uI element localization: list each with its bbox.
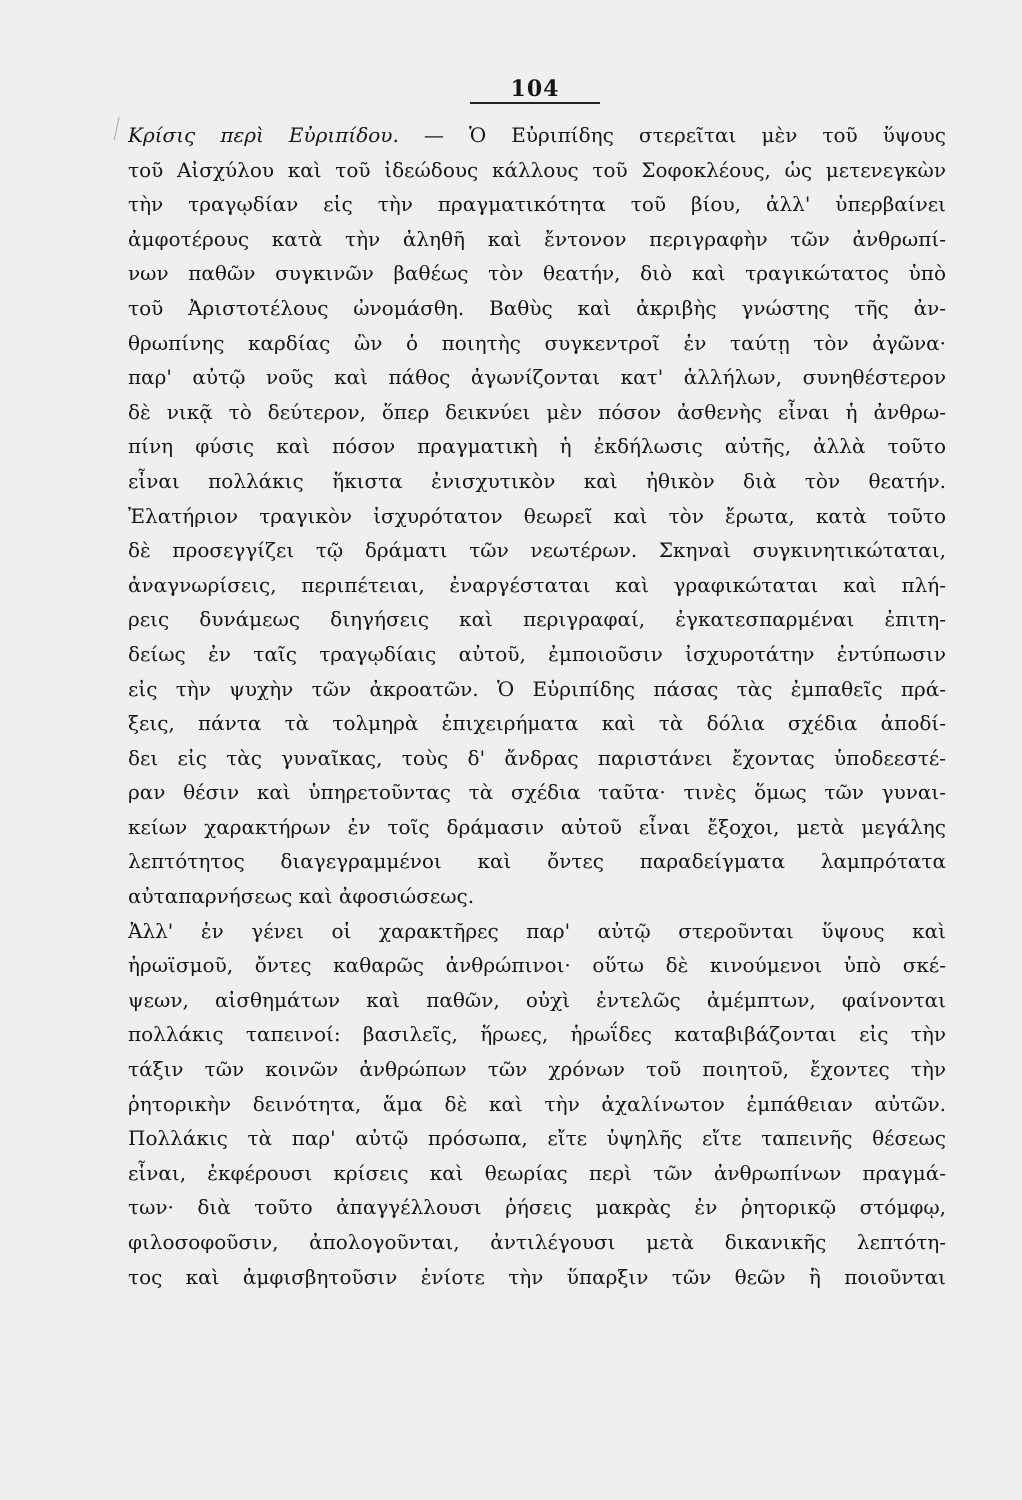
text-line: τοῦ Ἀριστοτέλους ὠνομάσθη. Βαθὺς καὶ ἀκριβὴς γνώστης τῆς ἀν-: [128, 295, 946, 320]
text-line: ξεις, πάντα τὰ τολμηρὰ ἐπιχειρήματα καὶ τὰ δόλια σχέδια ἀποδί-: [128, 711, 946, 736]
text-line: ρεις δυνάμεως διηγήσεις καὶ περιγραφαί, ἐγκατεσπαρμέναι ἐπιτη-: [128, 607, 946, 632]
text-line: εἰς τὴν ψυχὴν τῶν ἀκροατῶν. Ὁ Εὐριπίδης πάσας τὰς ἐμπαθεῖς πρά-: [128, 676, 946, 701]
text-line: εἶναι πολλάκις ἥκιστα ἐνισχυτικὸν καὶ ἠθικὸν διὰ τὸν θεατήν.: [128, 468, 946, 493]
text-line: ἀμφοτέρους κατὰ τὴν ἀληθῆ καὶ ἔντονον περιγραφὴν τῶν ἀνθρωπί-: [128, 226, 946, 251]
text-line: [128, 118, 946, 153]
text-line: τὴν τραγῳδίαν εἰς τὴν πραγματικότητα τοῦ βίου, ἀλλ' ὑπερβαίνει: [128, 192, 946, 217]
text-line: παρ' αὐτῷ νοῦς καὶ πάθος ἀγωνίζονται κατ' ἀλλήλων, συνηθέστερον: [128, 365, 946, 390]
text-line: τάξιν τῶν κοινῶν ἀνθρώπων τῶν χρόνων τοῦ ποιητοῦ, ἔχοντες τὴν: [128, 1057, 946, 1082]
text-line: δὲ προσεγγίζει τῷ δράματι τῶν νεωτέρων. Σκηναὶ συγκινητικώταται,: [128, 538, 946, 563]
text-line: λεπτότητος διαγεγραμμένοι καὶ ὄντες παραδείγματα λαμπρότατα: [128, 849, 946, 874]
text-line: εἶναι, ἐκφέρουσι κρίσεις καὶ θεωρίας περὶ τῶν ἀνθρωπίνων πραγμά-: [128, 1160, 946, 1185]
page-number: 104: [510, 76, 560, 102]
body-text: [128, 118, 946, 1294]
text-line: δείως ἐν ταῖς τραγῳδίαις αὐτοῦ, ἐμποιοῦσιν ἰσχυροτάτην ἐντύπωσιν: [128, 641, 946, 666]
text-line: ῥητορικὴν δεινότητα, ἅμα δὲ καὶ τὴν ἀχαλίνωτον ἐμπάθειαν αὐτῶν.: [128, 1091, 946, 1116]
text-line: Ἐλατήριον τραγικὸν ἰσχυρότατον θεωρεῖ καὶ τὸν ἔρωτα, κατὰ τοῦτο: [128, 503, 946, 528]
text-line: ψεων, αἰσθημάτων καὶ παθῶν, οὐχὶ ἐντελῶς ἀμέμπτων, φαίνονται: [128, 987, 946, 1012]
text-line: δὲ νικᾷ τὸ δεύτερον, ὅπερ δεικνύει μὲν πόσον ἀσθενὴς εἶναι ἡ ἀνθρω-: [128, 399, 946, 424]
text-line: τος καὶ ἀμφισβητοῦσιν ἐνίοτε τὴν ὕπαρξιν τῶν θεῶν ἢ ποιοῦνται: [128, 1264, 946, 1289]
text-line: ἀναγνωρίσεις, περιπέτειαι, ἐναργέσταται καὶ γραφικώταται καὶ πλή-: [128, 572, 946, 597]
page-number-rule: [470, 102, 600, 104]
text-line: ραν θέσιν καὶ ὑπηρετοῦντας τὰ σχέδια ταῦτα· τινὲς ὅμως τῶν γυναι-: [128, 780, 946, 805]
text-line: πίνη φύσις καὶ πόσον πραγματικὴ ἡ ἐκδήλωσις αὐτῆς, ἀλλὰ τοῦτο: [128, 434, 946, 459]
text-line: φιλοσοφοῦσιν, ἀπολογοῦνται, ἀντιλέγουσι μετὰ δικανικῆς λεπτότη-: [128, 1230, 946, 1254]
text-line: Ἀλλ' ἐν γένει οἱ χαρακτῆρες παρ' αὐτῷ στεροῦνται ὕψους καὶ: [128, 918, 946, 943]
text-line-content: — Ὁ Εὐριπίδης στερεῖται μὲν τοῦ ὕψους: [423, 123, 946, 147]
text-line: νων παθῶν συγκινῶν βαθέως τὸν θεατήν, διὸ καὶ τραγικώτατος ὑπὸ: [128, 261, 946, 286]
section-heading: Κρίσις περὶ Εὐριπίδου.: [128, 123, 399, 147]
text-line: Πολλάκις τὰ παρ' αὐτῷ πρόσωπα, εἴτε ὑψηλῆς εἴτε ταπεινῆς θέσεως: [128, 1126, 946, 1151]
text-line: δει εἰς τὰς γυναῖκας, τοὺς δ' ἄνδρας παριστάνει ἔχοντας ὑποδεεστέ-: [128, 745, 946, 770]
text-line: κείων χαρακτήρων ἐν τοῖς δράμασιν αὐτοῦ εἶναι ἔξοχοι, μετὰ μεγάλης: [128, 814, 946, 839]
text-line: ἡρωϊσμοῦ, ὄντες καθαρῶς ἀνθρώπινοι· οὕτω δὲ κινούμενοι ὑπὸ σκέ-: [128, 953, 946, 978]
text-line: των· διὰ τοῦτο ἀπαγγέλλουσι ῥήσεις μακρὰς ἐν ῥητορικῷ στόμφῳ,: [128, 1195, 946, 1220]
text-line: τοῦ Αἰσχύλου καὶ τοῦ ἰδεώδους κάλλους τοῦ Σοφοκλέους, ὡς μετενεγκὼν: [128, 157, 946, 182]
text-line: πολλάκις ταπεινοί: βασιλεῖς, ἥρωες, ἡρωΐδες καταβιβάζονται εἰς τὴν: [128, 1022, 946, 1047]
text-line: αὐταπαρνήσεως καὶ ἀφοσιώσεως.: [128, 884, 475, 909]
text-line: θρωπίνης καρδίας ὢν ὁ ποιητὴς συγκεντροῖ ἐν ταύτῃ τὸν ἀγῶνα·: [128, 330, 946, 355]
